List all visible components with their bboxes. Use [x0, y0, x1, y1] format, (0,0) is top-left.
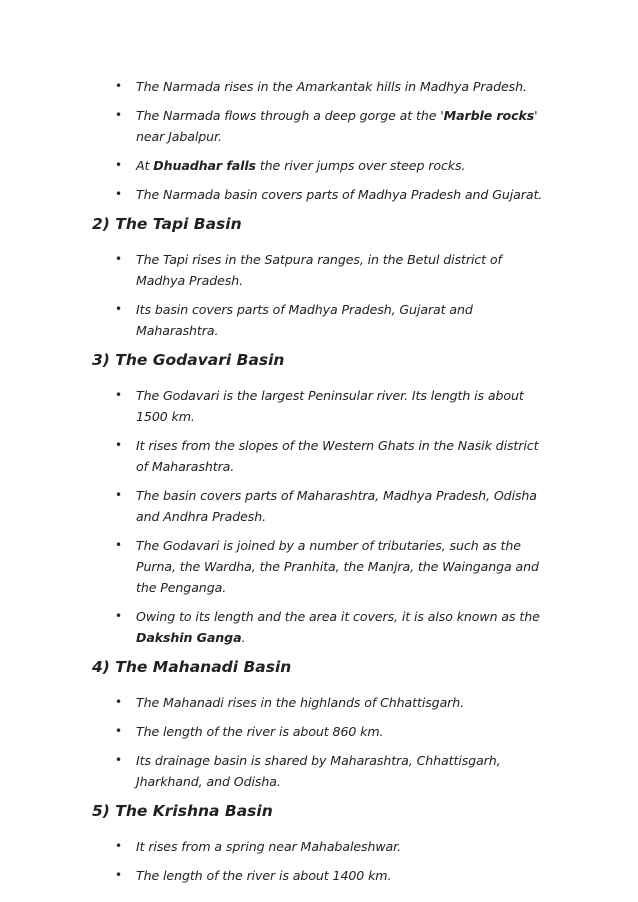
- bullet-icon: •: [115, 695, 122, 709]
- bullet-icon: •: [115, 79, 122, 93]
- item-text-post: .: [241, 630, 246, 645]
- section-heading-mahanadi: 4) The Mahanadi Basin: [92, 658, 292, 676]
- bullet-icon: •: [115, 388, 122, 402]
- list-item: [92, 184, 548, 205]
- item-text-post: the river jumps over steep rocks.: [255, 158, 466, 173]
- bullet-icon: •: [115, 252, 122, 266]
- item-text: The Narmada rises in the Amarkantak hills in Madhya Pradesh.: [136, 79, 527, 94]
- item-text: The Narmada basin covers parts of Madhya Pradesh and Gujarat.: [136, 187, 543, 202]
- section-heading-godavari: 3) The Godavari Basin: [92, 351, 285, 369]
- item-text: The Mahanadi rises in the highlands of Chhattisgarh.: [136, 695, 465, 710]
- bullet-icon: •: [115, 724, 122, 738]
- bullet-icon: •: [115, 609, 122, 623]
- item-text: The length of the river is about 860 km.: [136, 724, 384, 739]
- item-text: The Godavari is joined by a number of tributaries, such as the Purna, the Wardha, the Pranhita, the Manjra, the Wainganga and the Penganga.: [136, 538, 539, 595]
- item-text-pre: The Narmada flows through a deep gorge at the ': [136, 108, 444, 123]
- list-item: [92, 435, 548, 477]
- item-text: The length of the river is about 1400 km.: [136, 868, 392, 883]
- item-text: The basin covers parts of Maharashtra, Madhya Pradesh, Odisha and Andhra Pradesh.: [136, 488, 537, 524]
- list-item: [92, 385, 548, 427]
- section-heading-krishna: 5) The Krishna Basin: [92, 802, 273, 820]
- bullet-icon: •: [115, 839, 122, 853]
- item-text-pre: At: [136, 158, 154, 173]
- list-item: [92, 721, 548, 742]
- bullet-icon: •: [115, 538, 122, 552]
- item-text: It rises from a spring near Mahabaleshwar.: [136, 839, 401, 854]
- narmada-bullet-list: [92, 76, 548, 205]
- bullet-icon: •: [115, 187, 122, 201]
- list-item: [92, 76, 548, 97]
- list-item: [92, 105, 548, 147]
- item-text: It rises from the slopes of the Western Ghats in the Nasik district of Maharashtra.: [136, 438, 539, 474]
- item-text-bold: Dhuadhar falls: [153, 158, 256, 173]
- list-item: [92, 606, 548, 648]
- godavari-bullet-list: [92, 385, 548, 648]
- list-item: [92, 299, 548, 341]
- list-item: [92, 249, 548, 291]
- item-text: The Tapi rises in the Satpura ranges, in the Betul district of Madhya Pradesh.: [136, 252, 502, 288]
- list-item: [92, 692, 548, 713]
- bullet-icon: •: [115, 158, 122, 172]
- bullet-icon: •: [115, 753, 122, 767]
- bullet-icon: •: [115, 438, 122, 452]
- section-heading-tapi: 2) The Tapi Basin: [92, 215, 242, 233]
- list-item: [92, 750, 548, 792]
- tapi-bullet-list: [92, 249, 548, 341]
- item-text-bold: Marble rocks: [443, 108, 535, 123]
- list-item: [92, 535, 548, 598]
- list-item: [92, 865, 548, 886]
- bullet-icon: •: [115, 488, 122, 502]
- bullet-icon: •: [115, 108, 122, 122]
- mahanadi-bullet-list: [92, 692, 548, 792]
- item-text: Its basin covers parts of Madhya Pradesh, Gujarat and Maharashtra.: [136, 302, 473, 338]
- krishna-bullet-list: [92, 836, 548, 886]
- bullet-icon: •: [115, 302, 122, 316]
- item-text-bold: Dakshin Ganga: [136, 630, 242, 645]
- list-item: [92, 836, 548, 857]
- bullet-icon: •: [115, 868, 122, 882]
- item-text-pre: Owing to its length and the area it covers, it is also known as the: [136, 609, 540, 624]
- list-item: [92, 485, 548, 527]
- item-text: The Godavari is the largest Peninsular river. Its length is about 1500 km.: [136, 388, 524, 424]
- list-item: [92, 155, 548, 176]
- item-text-post: ' near Jabalpur.: [136, 108, 538, 144]
- item-text: Its drainage basin is shared by Maharashtra, Chhattisgarh, Jharkhand, and Odisha.: [136, 753, 501, 789]
